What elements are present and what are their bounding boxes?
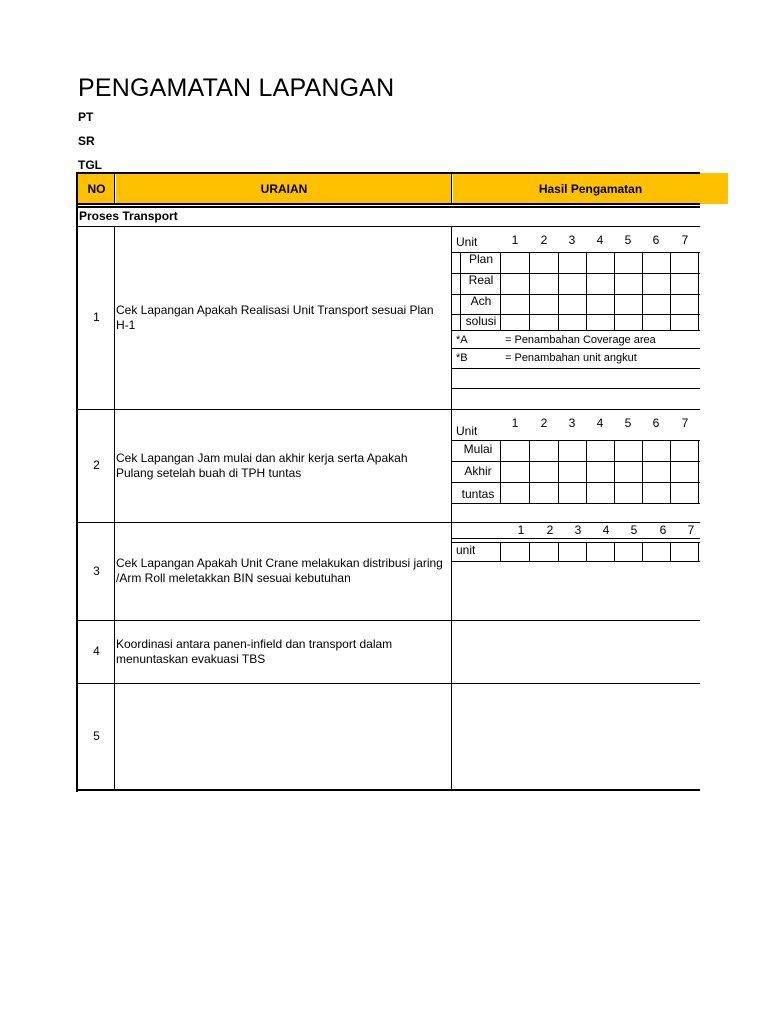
- header-uraian: URAIAN: [116, 173, 452, 204]
- grid-row-label: solusi: [465, 314, 497, 328]
- column-number: 7: [687, 523, 695, 537]
- row-description: Cek Lapangan Apakah Realisasi Unit Transport sesuai Plan H-1: [116, 303, 434, 332]
- column-number: 3: [568, 233, 576, 247]
- column-number: 2: [540, 233, 548, 247]
- grid-row-label: Akhir: [464, 464, 492, 478]
- header-no: NO: [78, 173, 115, 204]
- row-number: 3: [93, 564, 100, 578]
- grid-row3: [452, 540, 700, 564]
- grid-row3-divider: [452, 538, 700, 539]
- note-value: = Penambahan Coverage area: [505, 334, 656, 346]
- row-description: Cek Lapangan Apakah Unit Crane melakukan distribusi jaring /Arm Roll meletakkan BIN sesuai kebutuhan: [116, 556, 443, 585]
- note-key: *B: [456, 352, 468, 364]
- row-number: 5: [93, 729, 100, 743]
- row-description: Koordinasi antara panen-infield dan transport dalam menuntaskan evakuasi TBS: [116, 637, 393, 666]
- column-number: 3: [574, 523, 582, 537]
- row-separator: [76, 620, 700, 621]
- grid-head-unit: Unit: [456, 235, 478, 249]
- page-title: PENGAMATAN LAPANGAN: [78, 74, 395, 102]
- grid-row-label: Mulai: [463, 442, 493, 456]
- column-number: 5: [630, 523, 638, 537]
- row-separator: [76, 683, 700, 684]
- column-number: 4: [596, 416, 604, 430]
- row-number: 4: [93, 644, 100, 658]
- column-number: 6: [659, 523, 667, 537]
- meta-pt: PT: [78, 110, 94, 124]
- section-label: Proses Transport: [79, 209, 178, 223]
- header-divider-2: [451, 172, 452, 205]
- grid-head-unit: Unit: [456, 424, 478, 438]
- column-number: 5: [624, 233, 632, 247]
- column-number: 7: [681, 233, 689, 247]
- header-bottom-border: [76, 203, 700, 205]
- table-left-border: [76, 172, 78, 792]
- column-number: 2: [540, 416, 548, 430]
- section-bottom-border: [76, 226, 700, 227]
- note-key: *A: [456, 334, 468, 346]
- column-number: 3: [568, 416, 576, 430]
- grid-row-label: Plan: [468, 252, 494, 266]
- column-number: 5: [624, 416, 632, 430]
- column-number: 1: [511, 233, 519, 247]
- table-bottom-border: [76, 789, 700, 791]
- grid-row-label: Ach: [470, 294, 492, 308]
- column-number: 6: [652, 416, 660, 430]
- column-number: 7: [681, 416, 689, 430]
- column-number: 2: [546, 523, 554, 537]
- header-top-border: [76, 172, 700, 174]
- header-double-border: [76, 206, 700, 208]
- column-number: 4: [596, 233, 604, 247]
- row-description: Cek Lapangan Jam mulai dan akhir kerja serta Apakah Pulang setelah buah di TPH tuntas: [116, 451, 408, 480]
- note-value: = Penambahan unit angkut: [505, 352, 637, 364]
- meta-tgl: TGL: [78, 158, 102, 172]
- grid-row-label: unit: [456, 543, 476, 557]
- grid-row-label: tuntas: [461, 487, 495, 501]
- column-number: 1: [517, 523, 525, 537]
- column-number: 4: [602, 523, 610, 537]
- column-number: 1: [511, 416, 519, 430]
- row-number: 2: [93, 458, 100, 472]
- row-number: 1: [93, 310, 100, 324]
- header-divider-1: [114, 172, 115, 205]
- grid-row-label: Real: [468, 273, 494, 287]
- meta-sr: SR: [78, 134, 95, 148]
- column-number: 6: [652, 233, 660, 247]
- header-hasil: Hasil Pengamatan: [453, 173, 728, 204]
